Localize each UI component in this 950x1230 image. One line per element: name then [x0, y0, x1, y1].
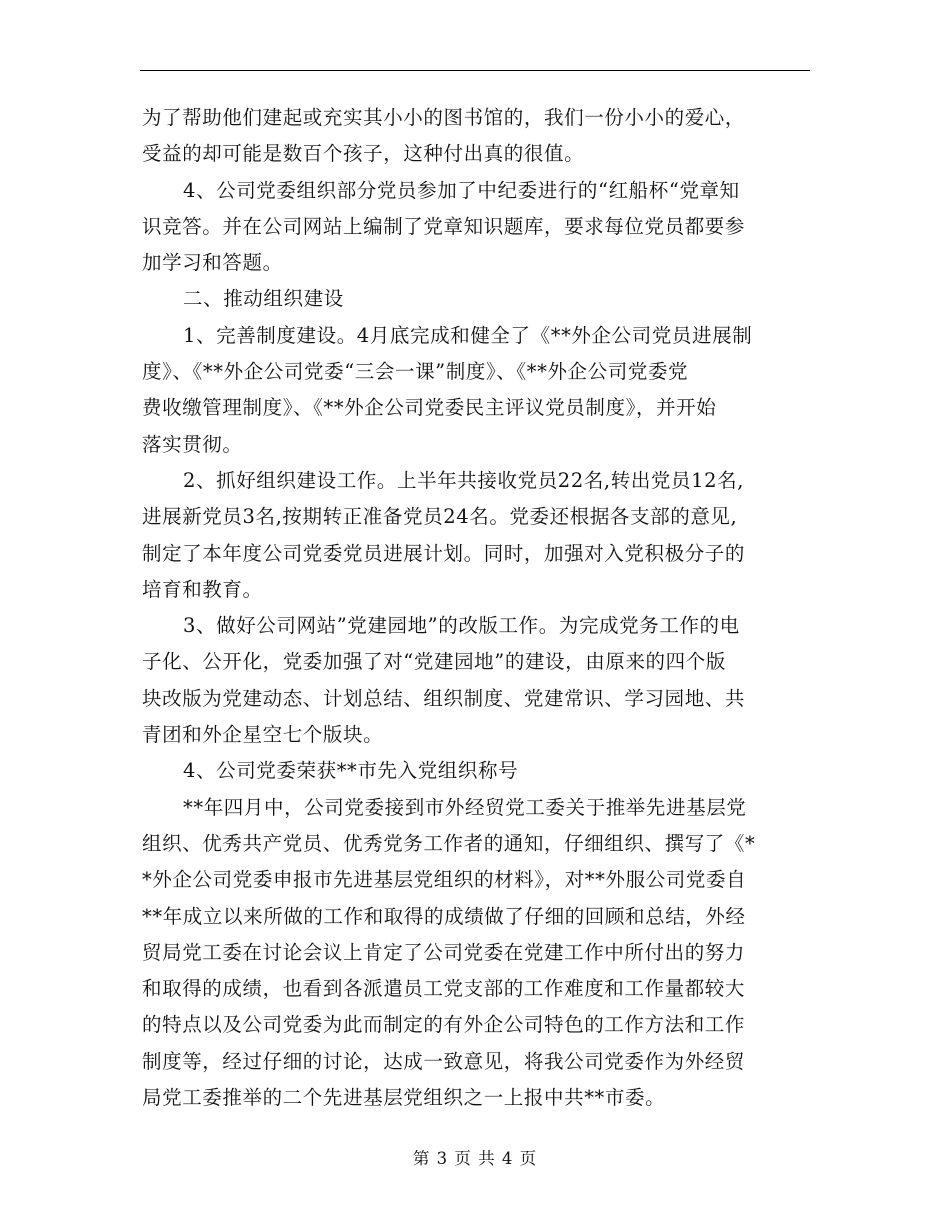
body-line: 受益的却可能是数百个孩子，这种付出真的很值。 — [142, 142, 585, 166]
subsection-heading: 4、公司党委荣获**市先入党组织称号 — [183, 759, 519, 783]
paragraph-start-line: 3、做好公司网站”党建园地”的改版工作。为完成党务工作的电 — [183, 614, 740, 638]
body-line: **年成立以来所做的工作和取得的成绩做了仔细的回顾和总结，外经 — [142, 904, 746, 928]
body-line: 为了帮助他们建起或充实其小小的图书馆的，我们一份小小的爱心， — [142, 106, 746, 129]
body-line: 和取得的成绩，也看到各派遣员工党支部的工作难度和工作量都较大 — [142, 977, 746, 1001]
body-line: 子化、公开化，党委加强了对“党建园地”的建设，由原来的四个版 — [142, 650, 726, 674]
body-line: 识竞答。并在公司网站上编制了党章知识题库，要求每位党员都要参 — [142, 214, 746, 238]
section-heading: 二、推动组织建设 — [183, 287, 344, 311]
document-body — [142, 100, 814, 1116]
body-line: 组织、优秀共产党员、优秀党务工作者的通知，仔细组织、撰写了《* — [142, 831, 756, 855]
header-rule — [140, 70, 810, 71]
body-line: 的特点以及公司党委为此而制定的有外企公司特色的工作方法和工作 — [142, 1013, 746, 1037]
body-line: 度》、《**外企公司党委“三会一课”制度》、《**外企公司党委党 — [142, 360, 689, 384]
body-line: 制定了本年度公司党委党员进展计划。同时，加强对入党积极分子的 — [142, 541, 746, 565]
body-line: *外企公司党委申报市先进基层党组织的材料》，对**外服公司党委自 — [142, 868, 747, 892]
body-line: 进展新党员3名,按期转正准备党员24名。党委还根据各支部的意见, — [142, 505, 738, 529]
body-line: 块改版为党建动态、计划总结、组织制度、党建常识、学习园地、共 — [142, 686, 746, 710]
body-line: 落实贯彻。 — [142, 432, 243, 456]
body-line: 制度等，经过仔细的讨论，达成一致意见，将我公司党委作为外经贸 — [142, 1049, 746, 1073]
page-number-footer: 第 3 页 共 4 页 — [412, 1149, 538, 1168]
body-line: 贸局党工委在讨论会议上肯定了公司党委在党建工作中所付出的努力 — [142, 940, 746, 964]
paragraph-start-line: 4、公司党委组织部分党员参加了中纪委进行的“红船杯“党章知 — [183, 178, 740, 202]
body-line: 加学习和答题。 — [142, 251, 283, 275]
body-line: 费收缴管理制度》、《**外企公司党委民主评议党员制度》，并开始 — [142, 396, 717, 420]
body-line: 培育和教育。 — [142, 577, 263, 601]
paragraph-start-line: 2、抓好组织建设工作。上半年共接收党员22名,转出党员12名, — [183, 468, 745, 492]
paragraph-start-line: 1、完善制度建设。4月底完成和健全了《**外企公司党员进展制 — [183, 323, 753, 347]
body-line: 局党工委推举的二个先进基层党组织之一上报中共**市委。 — [142, 1086, 666, 1110]
paragraph-start-line: **年四月中，公司党委接到市外经贸党工委关于推举先进基层党 — [183, 795, 747, 819]
body-line: 青团和外企星空七个版块。 — [142, 723, 384, 747]
